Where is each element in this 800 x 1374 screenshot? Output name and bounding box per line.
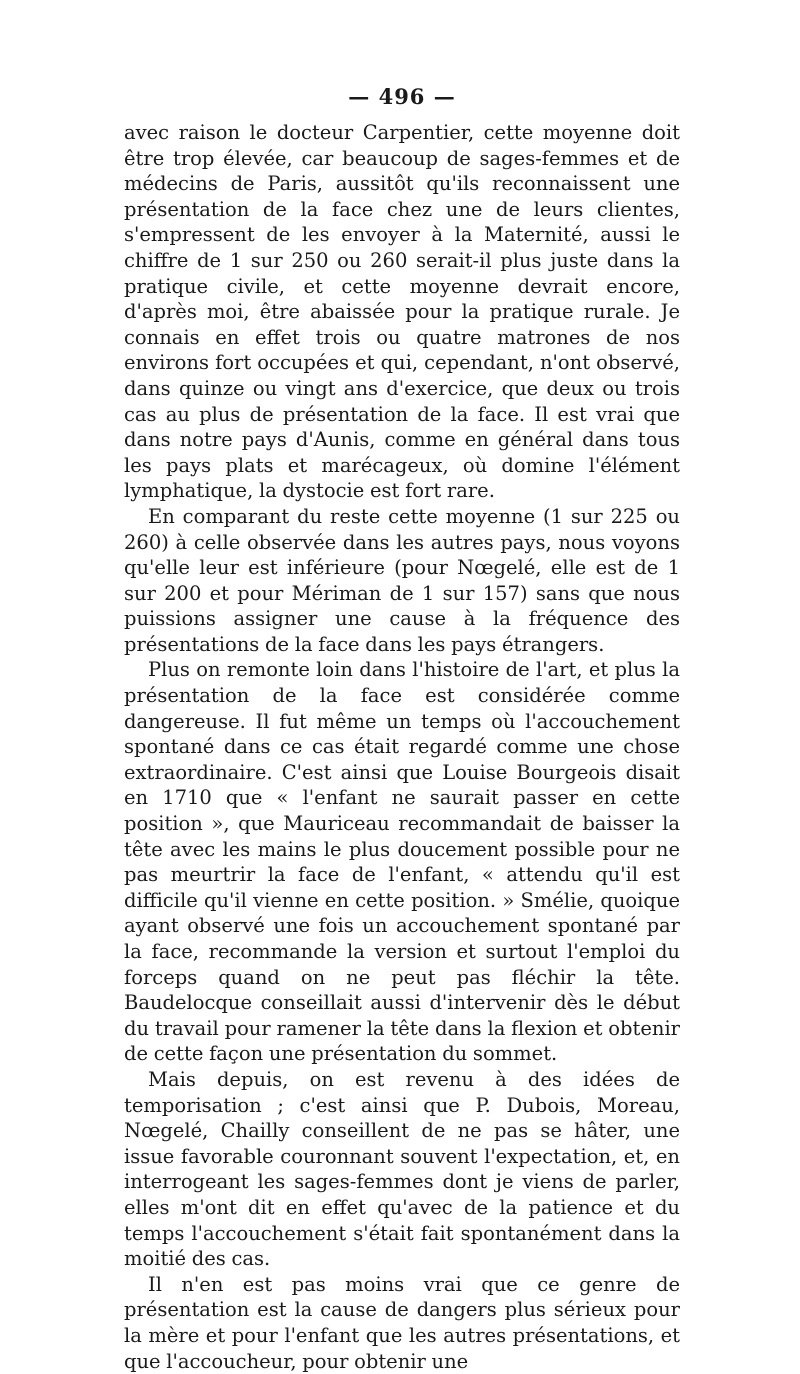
paragraph-1: avec raison le docteur Carpentier, cette moyenne doit être trop élevée, car beaucoup de sages-femmes et de médecins de Paris, aussitôt qu'ils reconnaissent une présentation de la face chez une de leurs clientes, s'empressent de les envoyer à la Maternité, aussi le chiffre de 1 sur 250 ou 260 serait-il plus juste dans la pratique civile, et cette moyenne devrait encore, d'après moi, être abaissée pour la pratique rurale. Je connais en effet trois ou quatre matrones de nos environs fort occupées et qui, cependant, n'ont observé, dans quinze ou vingt ans d'exercice, que deux ou trois cas au plus de présentation de la face. Il est vrai que dans notre pays d'Aunis, comme en général dans tous les pays plats et marécageux, où domine l'élément lymphatique, la dystocie est fort rare. [124, 121, 680, 503]
paragraph-4: Mais depuis, on est revenu à des idées de temporisation ; c'est ainsi que P. Dubois, Moreau, Nœgelé, Chailly conseillent de ne pas se hâter, une issue favorable couronnant souvent l'expectation, et, en interrogeant les sages-femmes dont je viens de parler, elles m'ont dit en effet qu'avec de la patience et du temps l'accouchement s'était fait spontanément dans la moitié des cas. [124, 1067, 680, 1271]
paragraph-3: Plus on remonte loin dans l'histoire de l'art, et plus la présentation de la face est considérée comme dangereuse. Il fut même un temps où l'accouchement spontané dans ce cas était regardé comme une chose extraordinaire. C'est ainsi que Louise Bourgeois disait en 1710 que « l'enfant ne saurait passer en cette position », que Mauriceau recommandait de baisser la tête avec les mains le plus doucement possible pour ne pas meurtrir la face de l'enfant, « attendu qu'il est difficile qu'il vienne en cette position. » Smélie, quoique ayant observé une fois un accouchement spontané par la face, recommande la version et surtout l'emploi du forceps quand on ne peut pas fléchir la tête. Baudelocque conseillait aussi d'intervenir dès le début du travail pour ramener la tête dans la flexion et obtenir de cette façon une présentation du sommet. [124, 658, 680, 1066]
paragraph-2: En comparant du reste cette moyenne (1 sur 225 ou 260) à celle observée dans les autres pays, nous voyons qu'elle leur est inférieure (pour Nœgelé, elle est de 1 sur 200 et pour Mériman de 1 sur 157) sans que nous puissions assigner une cause à la fréquence des présentations de la face dans les pays étrangers. [124, 504, 680, 656]
page-number: — 496 — [348, 84, 456, 109]
paragraph-5: Il n'en est pas moins vrai que ce genre de présentation est la cause de dangers plus sérieux pour la mère et pour l'enfant que les autres présentations, et que l'accoucheur, pour obtenir une [124, 1272, 680, 1373]
book-page [124, 80, 680, 1374]
